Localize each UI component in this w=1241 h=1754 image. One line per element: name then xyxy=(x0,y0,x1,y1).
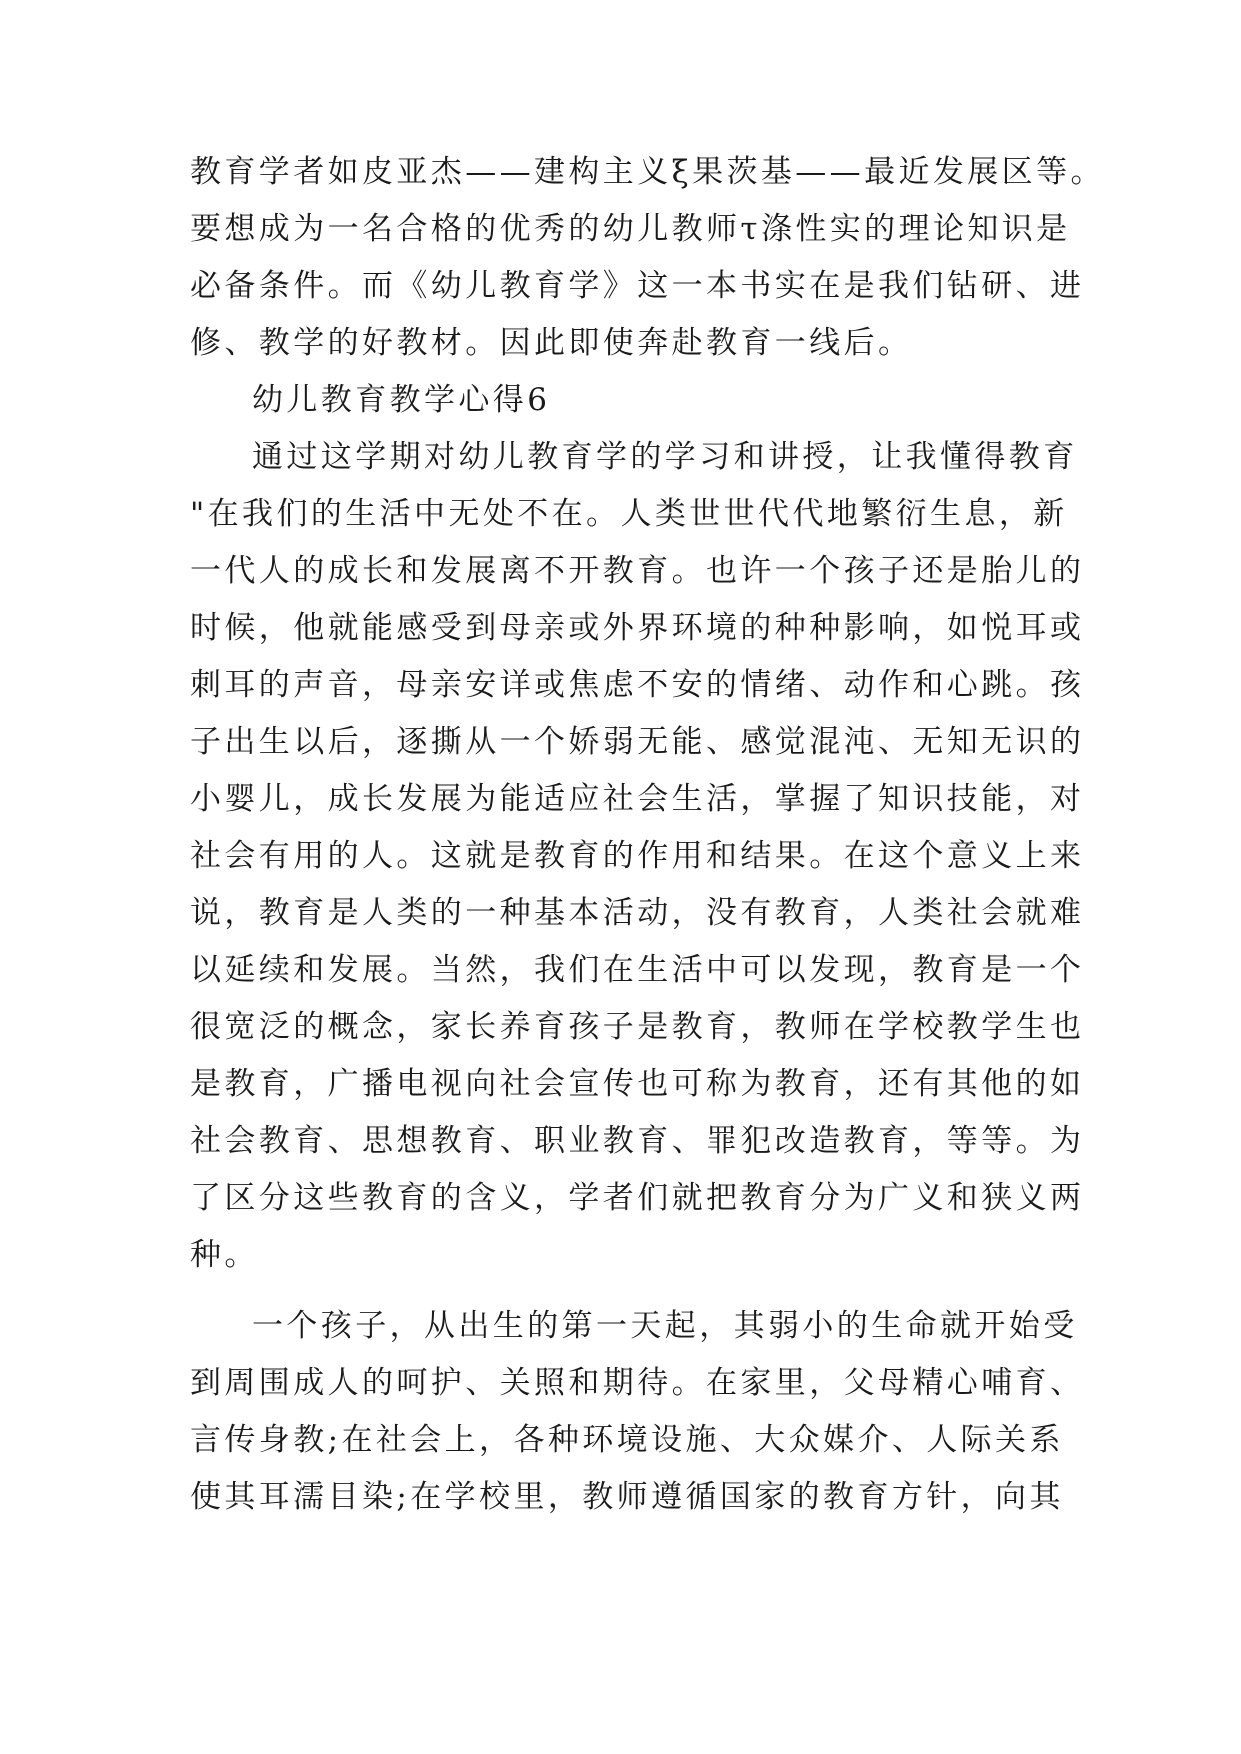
text-line: 种。 xyxy=(190,1237,259,1273)
text-line: 是教育，广播电视向社会宣传也可称为教育，还有其他的如 xyxy=(190,1066,1085,1102)
text-line: 很宽泛的概念，家长养育孩子是教育，教师在学校教学生也 xyxy=(190,1009,1085,1045)
text-line: 了区分这些教育的含义，学者们就把教育分为广义和狭义两 xyxy=(190,1180,1085,1216)
text-line: 要想成为一名合格的优秀的幼儿教师τ涤性实的理论知识是 xyxy=(190,211,1071,247)
text-line: 小婴儿，成长发展为能适应社会生活，掌握了知识技能，对 xyxy=(190,781,1085,817)
section-heading: 幼儿教育教学心得6 xyxy=(252,382,551,418)
text-line: 教育学者如皮亚杰——建构主义ξ果茨基——最近发展区等。 xyxy=(190,154,1105,190)
paragraph-first-line: 通过这学期对幼儿教育学的学习和讲授，让我懂得教育 xyxy=(252,439,1078,475)
text-line: 使其耳濡目染;在学校里，教师遵循国家的教育方针，向其 xyxy=(190,1479,1064,1515)
text-line: 时候，他就能感受到母亲或外界环境的种种影响，如悦耳或 xyxy=(190,610,1085,646)
text-line: "在我们的生活中无处不在。人类世世代代地繁衍生息，新 xyxy=(190,496,1068,532)
text-line: 修、教学的好教材。因此即使奔赴教育一线后。 xyxy=(190,325,913,361)
text-line: 以延续和发展。当然，我们在生活中可以发现，教育是一个 xyxy=(190,952,1085,988)
text-line: 刺耳的声音，母亲安详或焦虑不安的情绪、动作和心跳。孩 xyxy=(190,667,1085,703)
text-line: 社会有用的人。这就是教育的作用和结果。在这个意义上来 xyxy=(190,838,1085,874)
text-line: 子出生以后，逐撕从一个娇弱无能、感觉混沌、无知无识的 xyxy=(190,724,1085,760)
paragraph-first-line: 一个孩子，从出生的第一天起，其弱小的生命就开始受 xyxy=(252,1308,1078,1344)
text-line: 社会教育、思想教育、职业教育、罪犯改造教育，等等。为 xyxy=(190,1123,1085,1159)
text-line: 说，教育是人类的一种基本活动，没有教育，人类社会就难 xyxy=(190,895,1085,931)
text-line: 一代人的成长和发展离不开教育。也许一个孩子还是胎儿的 xyxy=(190,553,1085,589)
text-line: 到周围成人的呵护、关照和期待。在家里，父母精心哺育、 xyxy=(190,1365,1085,1401)
text-line: 必备条件。而《幼儿教育学》这一本书实在是我们钻研、进 xyxy=(190,268,1085,304)
text-line: 言传身教;在社会上，各种环境设施、大众媒介、人际关系 xyxy=(190,1422,1064,1458)
